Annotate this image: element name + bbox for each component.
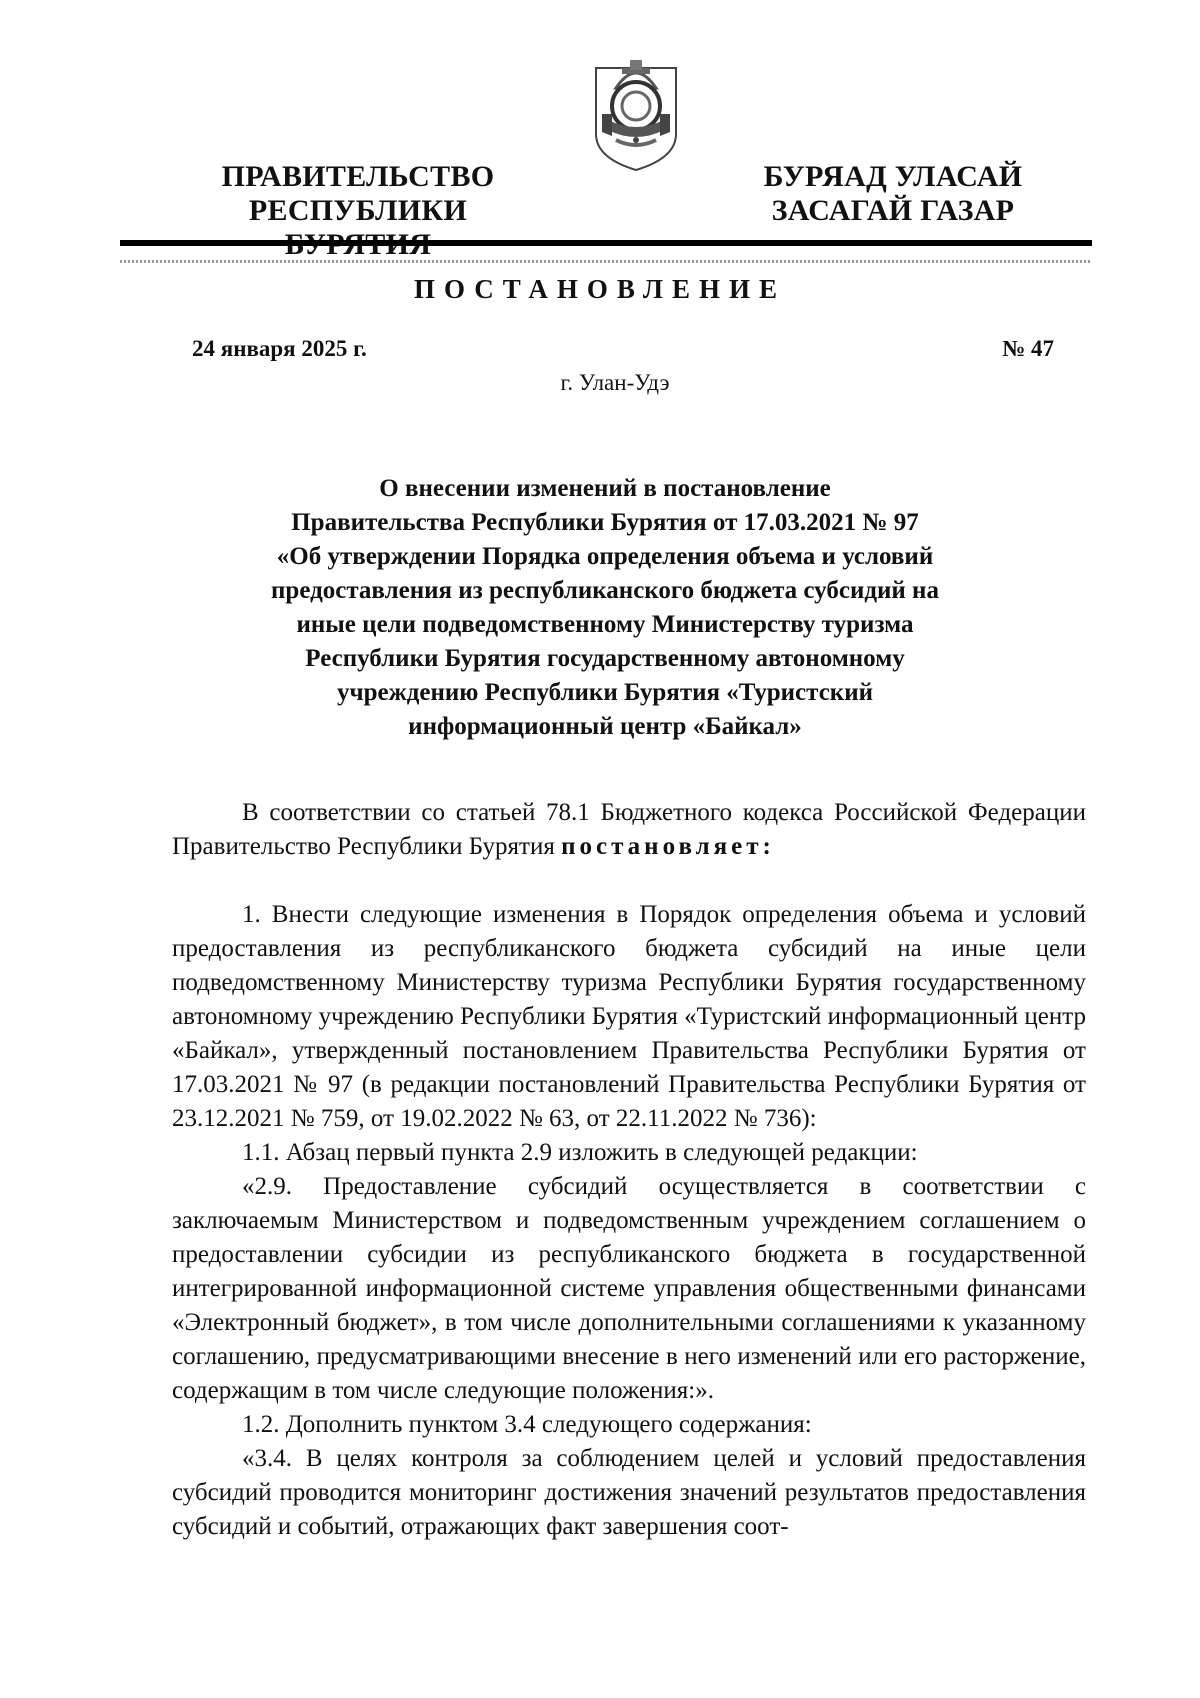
body-paragraph: «2.9. Предоставление субсидий осуществляется в соответствии с заключаемым Министерством и подведомственным учреждением соглашением о предоставлении субсидии из республиканского бюджета в государственной интегрированной информационной системе управления общественными финансами «Электронный бюджет», в том числе дополнительными соглашениями к указанному соглашению, предусматривающими внесение в него изменений или его расторжение, содержащим в том числе следующие положения:». bbox=[172, 1173, 1086, 1404]
document-title bbox=[180, 472, 1030, 744]
preamble-paragraph bbox=[172, 796, 1086, 864]
org-name-buryat-line1: БУРЯАД УЛАСАЙ bbox=[763, 160, 1023, 193]
preamble bbox=[172, 796, 1086, 864]
body-paragraph: «3.4. В целях контроля за соблюдением целей и условий предоставления субсидий проводится мониторинг достижения значений результатов предоставления субсидий и событий, отражающих факт завершения соот- bbox=[172, 1445, 1086, 1540]
org-name-russian-line1: ПРАВИТЕЛЬСТВО bbox=[221, 160, 495, 193]
preamble-text: В соответствии со статьей 78.1 Бюджетного кодекса Российской Федерации Правительство Республики Бурятия bbox=[172, 799, 1086, 860]
title-line: Правительства Республики Бурятия от 17.03.2021 № 97 bbox=[291, 509, 919, 536]
coat-of-arms-icon bbox=[586, 54, 686, 174]
document-body bbox=[172, 898, 1086, 1544]
title-line: иные цели подведомственному Министерству туризма bbox=[296, 611, 914, 638]
org-name-russian bbox=[178, 160, 538, 262]
title-line: информационный центр «Байкал» bbox=[408, 713, 802, 740]
body-paragraph: 1.2. Дополнить пунктом 3.4 следующего содержания: bbox=[242, 1411, 812, 1438]
title-line: Республики Бурятия государственному автономному bbox=[305, 645, 905, 672]
header-divider-dotted bbox=[120, 260, 1092, 263]
body-paragraph: 1. Внести следующие изменения в Порядок определения объема и условий предоставления из республиканского бюджета субсидий на иные цели подведомственному Министерству туризма Республики Бурятия государственному автономному учреждению Республики Бурятия «Туристский информационный центр «Байкал», утвержденный постановлением Правительства Республики Бурятия от 17.03.2021 № 97 (в редакции постановлений Правительства Республики Бурятия от 23.12.2021 № 759, от 19.02.2022 № 63, от 22.11.2022 № 736): bbox=[172, 901, 1086, 1132]
document-city: г. Улан-Удэ bbox=[560, 370, 670, 395]
body-paragraph: 1.1. Абзац первый пункта 2.9 изложить в следующей редакции: bbox=[242, 1139, 918, 1166]
document-date: 24 января 2025 г. bbox=[192, 336, 367, 361]
resolves-keyword: постановляет: bbox=[561, 833, 775, 860]
document-type: ПОСТАНОВЛЕНИЕ bbox=[413, 274, 787, 304]
document-number: № 47 bbox=[1002, 336, 1054, 361]
org-name-russian-line2: РЕСПУБЛИКИ bbox=[248, 194, 468, 227]
title-line: учреждению Республики Бурятия «Туристский bbox=[336, 679, 874, 706]
header-divider-thick bbox=[120, 240, 1092, 246]
org-name-buryat bbox=[738, 160, 1048, 228]
title-line: О внесении изменений в постановление bbox=[379, 475, 831, 502]
title-line: предоставления из республиканского бюджета субсидий на bbox=[271, 577, 939, 604]
title-line: «Об утверждении Порядка определения объема и условий bbox=[276, 543, 934, 570]
org-name-buryat-line2: ЗАСАГАЙ ГАЗАР bbox=[771, 194, 1015, 227]
